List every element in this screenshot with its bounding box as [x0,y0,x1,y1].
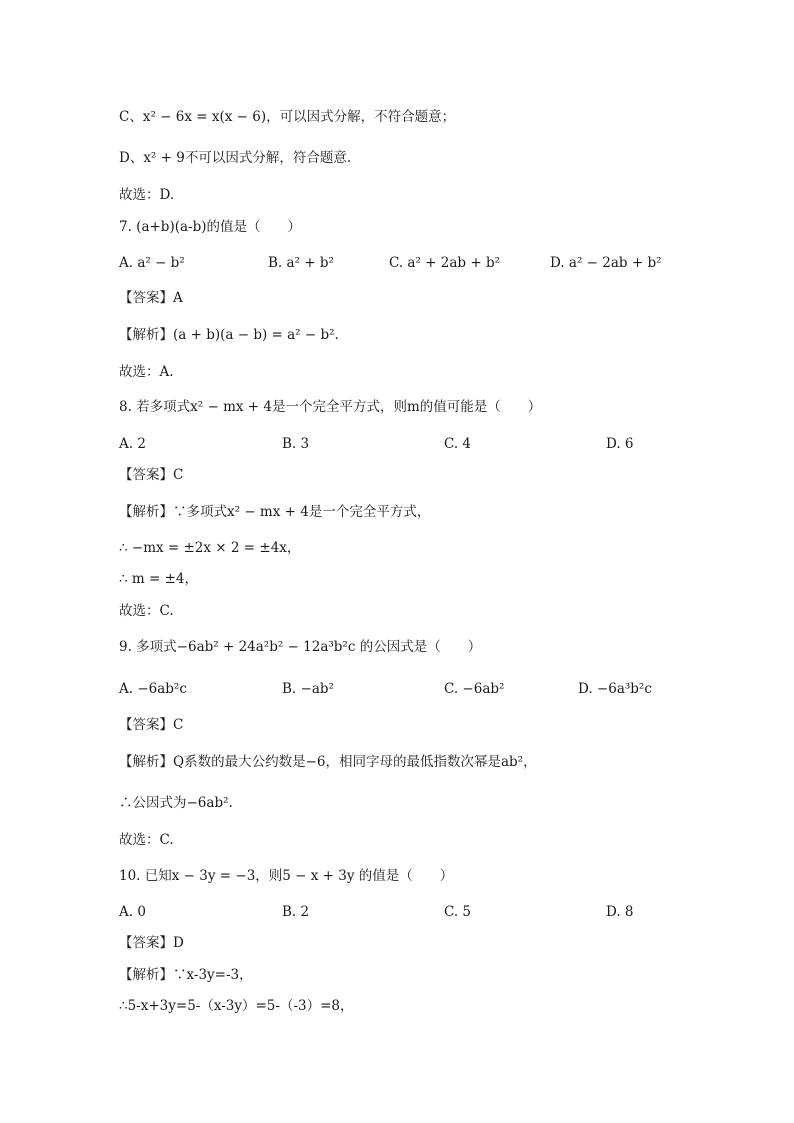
q9-option-c: C. −6ab² [444,681,505,697]
q10-option-b: B. 2 [282,904,310,920]
q9-answer: 【答案】C [119,717,184,733]
q7-option-d: D. a² − 2ab + b² [550,255,662,271]
q9-option-b: B. −ab² [282,681,334,697]
question-8: 8. 若多项式x² − mx + 4是一个完全平方式，则m的值可能是（ ） [119,399,542,415]
q9-options [119,679,734,701]
q8-option-a: A. 2 [119,436,146,452]
q8-option-d: D. 6 [606,436,634,452]
c-option-text: C、x² − 6x = x(x − 6)，可以因式分解，不符合题意； [119,109,456,125]
q7-answer: 【答案】A [119,290,183,306]
question-7: 7. (a+b)(a-b)的值是（ ） [119,219,301,235]
q9-option-a: A. −6ab²c [119,681,187,697]
q8-answer: 【答案】C [119,467,184,483]
q9-analysis: 【解析】Q系数的最大公约数是−6，相同字母的最低指数次幂是ab²， [119,754,537,770]
choose-text: 故选：C. [119,832,174,848]
d-option-text: D、x² + 9不可以因式分解，符合题意. [119,150,352,166]
q10-step-1: ∴5-x+3y=5-（x-3y）=5-（-3）=8， [119,998,354,1014]
q7-option-a: A. a² − b² [119,255,185,271]
q7-options [119,253,734,275]
q10-option-a: A. 0 [119,904,146,920]
q8-step-2: ∴ m = ±4， [119,571,198,587]
q10-option-d: D. 8 [606,904,634,920]
q10-options [119,902,734,924]
q10-analysis: 【解析】∵x-3y=-3， [119,967,253,983]
q8-option-c: C. 4 [444,436,472,452]
q8-options [119,434,734,456]
question-10: 10. 已知x − 3y = −3，则5 − x + 3y 的值是（ ） [119,868,454,884]
question-9: 9. 多项式−6ab² + 24a²b² − 12a³b²c 的公因式是（ ） [119,639,482,655]
choose-text: 故选：D. [119,187,175,203]
q10-option-c: C. 5 [444,904,472,920]
q7-analysis: 【解析】(a + b)(a − b) = a² − b². [119,327,339,343]
choose-text: 故选：C. [119,603,174,619]
q7-option-c: C. a² + 2ab + b² [389,255,501,271]
q9-option-d: D. −6a³b²c [578,681,652,697]
q7-option-b: B. a² + b² [268,255,334,271]
q8-option-b: B. 3 [282,436,310,452]
choose-text: 故选：A. [119,364,174,380]
q10-answer: 【答案】D [119,935,184,951]
q8-analysis: 【解析】∵多项式x² − mx + 4是一个完全平方式， [119,504,431,520]
q8-step-1: ∴ −mx = ±2x × 2 = ±4x， [119,540,301,556]
q9-step-1: ∴公因式为−6ab². [119,795,233,811]
